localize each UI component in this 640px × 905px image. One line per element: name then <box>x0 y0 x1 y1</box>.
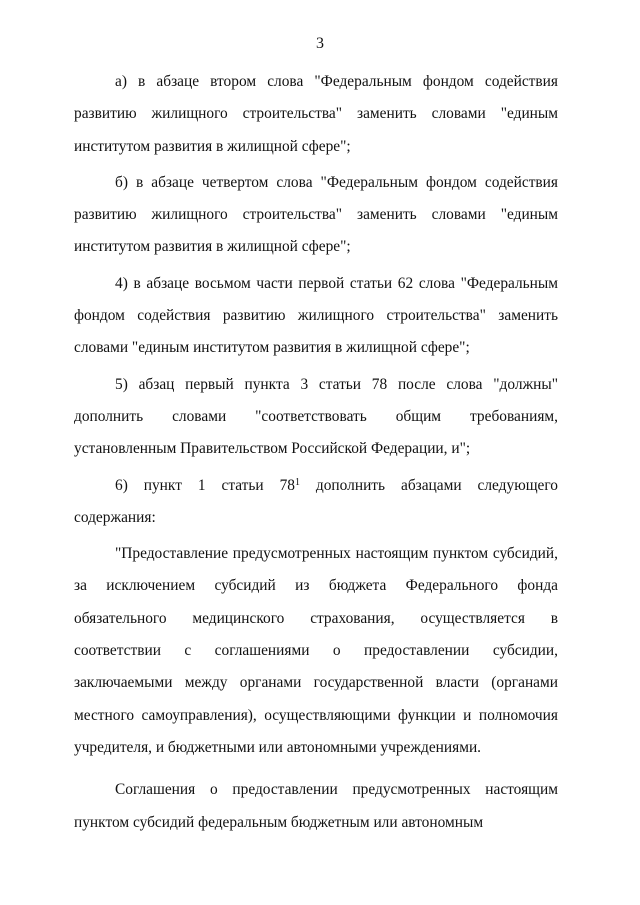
paragraph-6-article-78-1 <box>74 470 558 535</box>
document-body <box>74 66 558 839</box>
paragraph-6-text-after: дополнить абзацами следующего содержания: <box>74 476 559 526</box>
paragraph-b-fourth-indent: б) в абзаце четвертом слова "Федеральным фондом содействия развитию жилищного строительства" заменить словами "единым институтом развития в жилищной сфере"; <box>74 173 558 256</box>
quoted-subsidy-provision-paragraph: "Предоставление предусмотренных настоящим пунктом субсидий, за исключением субсидий из бюджета Федерального фонда обязательного медицинского страхования, осуществляется в соответствии с соглашениями о предоставлении субсидии, заключаемыми между органами государственной власти (органами местного самоуправления), осуществляющими функции и полномочия учредителя, и бюджетными или автономными учреждениями. <box>74 545 558 756</box>
paragraph-a-second-indent: а) в абзаце втором слова "Федеральным фондом содействия развитию жилищного строительства" заменить словами "единым институтом развития в жилищной сфере"; <box>74 73 558 155</box>
paragraph-5-article-78: 5) абзац первый пункта 3 статьи 78 после слова "должны" дополнить словами "соответствовать общим требованиям, установленным Правительством Российской Федерации, и"; <box>74 375 558 458</box>
article-superscript: 1 <box>294 476 300 488</box>
paragraph-4-article-62: 4) в абзаце восьмом части первой статьи 62 слова "Федеральным фондом содействия развитию жилищного строительства" заменить словами "единым институтом развития в жилищной сфере"; <box>74 274 558 357</box>
paragraph-6-text-before: 6) пункт 1 статьи 78 <box>115 476 295 494</box>
agreements-paragraph: Соглашения о предоставлении предусмотренных настоящим пунктом субсидий федеральным бюджетным или автономным <box>74 781 558 831</box>
page-number: 3 <box>316 35 324 52</box>
